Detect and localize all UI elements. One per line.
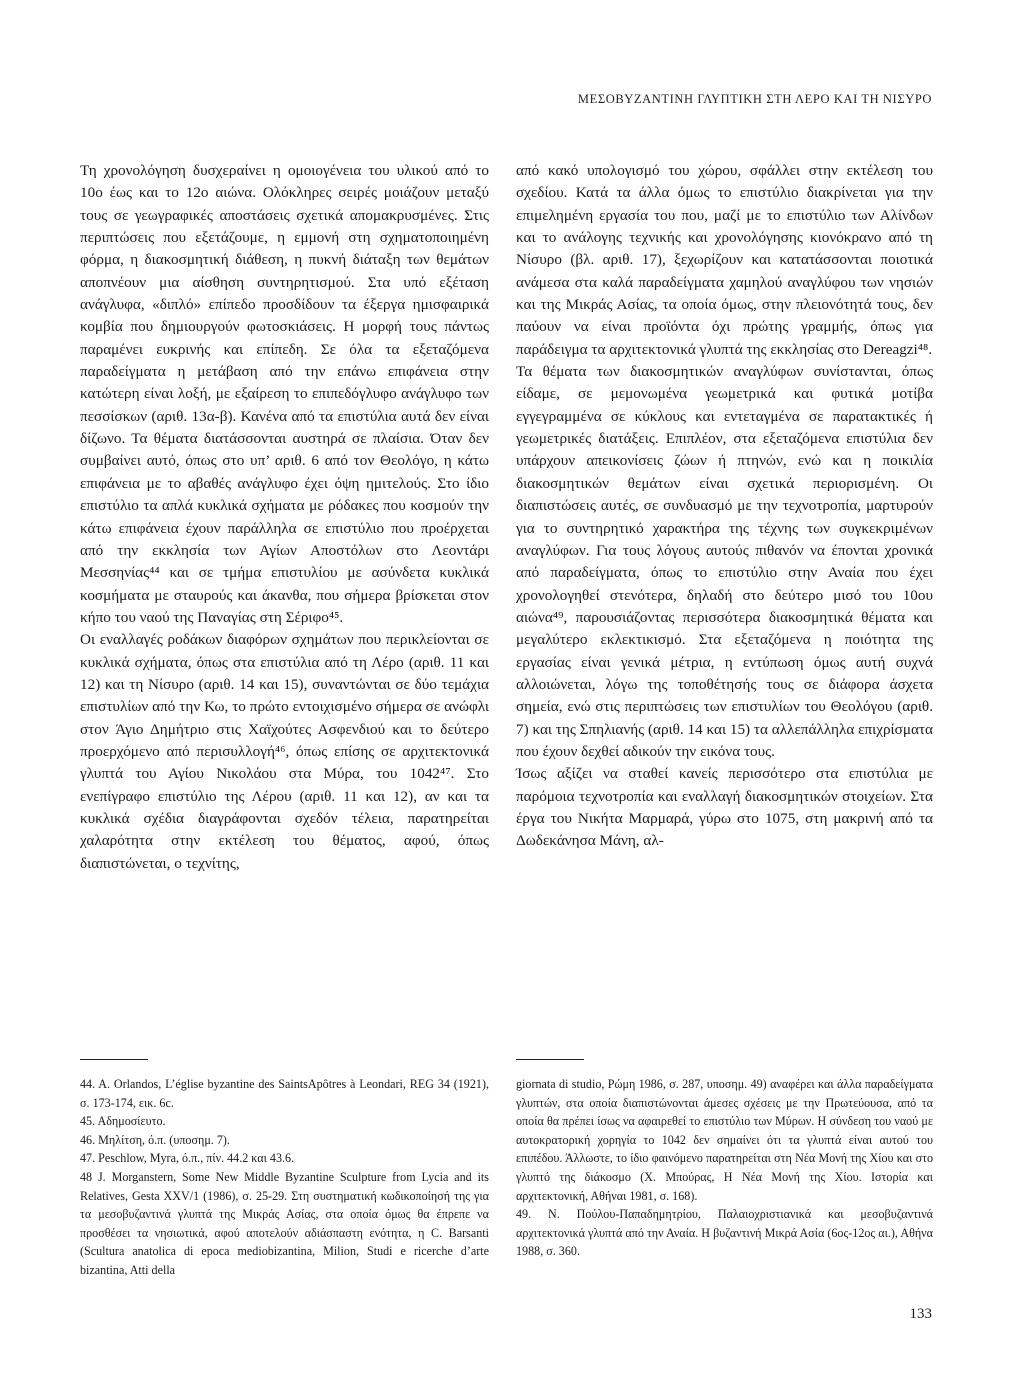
footnote-divider [80,1059,148,1060]
footnote: 44. A. Orlandos, L’église byzantine des SaintsApôtres à Leondari, REG 34 (1921), σ. 173-174, εικ. 6c. [80,1077,489,1110]
paragraph: Ίσως αξίζει να σταθεί κανείς περισσότερο στα επιστύλια με παρόμοια τεχνοτροπία και εναλλαγή διακοσμητικών στοιχείων. Στα έργα του Νικήτα Μαρμαρά, γύρω στο 1075, στη μακρινή από τα Δωδεκάνησα Μάνη, αλ- [516,765,933,850]
footnote: 48 J. Morganstern, Some New Middle Byzantine Sculpture from Lycia and its Relatives, Gesta XXV/1 (1986), σ. 25-29. Στη συστηματική κωδικοποίησή της για τα μεσοβυζαντινά γλυπτά της Μικράς Ασίας, στα οποία όμως θα έπρεπε να προσθέσει τα νησιωτικά, αφού αποτελούν αδιάσπαστη ενότητα, η C. Barsanti (Scultura anatolica di epoca mediobizantina, Milion, Studi e ricerche d’arte bizantina, Atti della [80,1169,489,1277]
paragraph: Τα θέματα των διακοσμητικών αναγλύφων συνίστανται, όπως είδαμε, σε μεμονωμένα γεωμετρικά και φυτικά μοτίβα εγγεγραμμένα σε κύκλους και εντεταγμένα σε παρατακτικές ή γεωμετρικές διατάξεις. Επιπλέον, στα εξεταζόμενα επιστύλια δεν υπάρχουν απεικονίσεις ζώων ή πτηνών, ενώ και η ποικιλία διακοσμητικών θεμάτων είναι σχετικά περιορισμένη. Οι διαπιστώσεις αυτές, σε συνδυασμό με την τεχνοτροπία, μαρτυρούν για το συντηρητικό χαρακτήρα της τέχνης των συγκεκριμένων αναγλύφων. Για τους λόγους αυτούς πιθανόν να έπονται χρονικά από παραδείγματα, όπως το επιστύλιο στην Αναία που έχει χρονολογηθεί στενότερα, δηλαδή στο δεύτερο μισό του 10ου αιώνα⁴⁹, παρουσιάζοντας περισσότερα διακοσμητικά θέματα και μεγαλύτερο εκλεκτικισμό. Στα εξεταζόμενα η ποιότητα της εργασίας είναι γενικά μέτρια, η εντύπωση όμως αυτή συχνά αλλοιώνεται, λόγω της τοποθέτησής τους σε διάφορα άσχετα σημεία, ενώ στις περιπτώσεις των επιστυλίων του Θεολόγου (αριθ. 7) και της Σπηλιανής (αριθ. 14 και 15) τα αλλεπάλληλα επιχρίσματα που έχουν δεχθεί αδικούν την εικόνα τους. [516,363,933,760]
paragraph: Οι εναλλαγές ροδάκων διαφόρων σχημάτων που περικλείονται σε κυκλικά σχήματα, όπως στα επιστύλια από τη Λέρο (αριθ. 11 και 12) και τη Νίσυρο (αριθ. 14 και 15), συναντώνται σε δύο τεμάχια επιστυλίων από την Κω, το πρώτο εντοιχισμένο σήμερα σε ανώφλι στον Άγιο Δημήτριο στις Χαϊχούτες Ασφενδιού και το δεύτερο προερχόμενο από περισυλλογή⁴⁶, όπως επίσης σε αρχιτεκτονικά γλυπτά του Αγίου Νικολάου στα Μύρα, του 1042⁴⁷. Στο ενεπίγραφο επιστύλιο της Λέρου (αριθ. 11 και 12), αν και τα κυκλικά σχέδια διαγράφονται σχεδόν τέλεια, παρατηρείται χαλαρότητα στην εκτέλεση του θέματος, αφού, όπως διαπιστώνεται, ο τεχνίτης, [80,631,489,872]
running-head: ΜΕΣΟΒΥΖΑΝΤΙΝΗ ΓΛΥΠΤΙΚΗ ΣΤΗ ΛΕΡΟ ΚΑΙ ΤΗ ΝΙΣΥΡΟ [577,92,932,106]
footnote: 49. Ν. Πούλου-Παπαδημητρίου, Παλαιοχριστιανικά και μεσοβυζαντινά αρχιτεκτονικά γλυπτά από την Αναία. Η βυζαντινή Μικρά Ασία (6ος-12ος αι.), Αθήνα 1988, σ. 360. [516,1207,933,1259]
footnotes-left [80,1075,489,1280]
page-number: 133 [909,1306,932,1322]
footnote: 47. Peschlow, Myra, ό.π., πίν. 44.2 και 43.6. [80,1151,295,1166]
footnotes-right [516,1075,933,1261]
footnote-divider [516,1059,584,1060]
footnote: giornata di studio, Ρώμη 1986, σ. 287, υποσημ. 49) αναφέρει και άλλα παραδείγματα γλυπτών, στα οποία διαπιστώνονται άμεσες σχέσεις με την Πρωτεύουσα, από τα οποία θα πρέπει ίσως να αφαιρεθεί το επιστύλιο των Μύρων. Η σύνδεση του ναού με αυτοκρατορική χορηγία το 1042 δεν σημαίνει ότι τα γλυπτά είναι αυτού του επιπέδου. Άλλωστε, το ίδιο φαινόμενο παρατηρείται στη Νέα Μονή της Χίου και στο γλυπτό της διάκοσμο (Χ. Μπούρας, Η Νέα Μονή της Χίου. Ιστορία και αρχιτεκτονική, Αθήναι 1981, σ. 168). [516,1077,933,1203]
paragraph: από κακό υπολογισμό του χώρου, σφάλλει στην εκτέλεση του σχεδίου. Κατά τα άλλα όμως το επιστύλιο διακρίνεται για την επιμελημένη εργασία του που, μαζί με το επιστύλιο των Αλίνδων και το ανάλογης τεχνικής και χρονολόγησης κιονόκρανο από τη Νίσυρο (βλ. αριθ. 17), ξεχωρίζουν και κατατάσσονται ποιοτικά ανάμεσα στα καλά παραδείγματα χαμηλού αναγλύφου των νησιών και της Μικράς Ασίας, τα οποία όμως, στην πλειονότητά τους, δεν παύουν να είναι προϊόντα όχι πρώτης γραμμής, όπως για παράδειγμα τα αρχιτεκτονικά γλυπτά της εκκλησίας στο Dereagzi⁴⁸. [516,162,933,358]
footnote: 45. Αδημοσίευτο. [80,1114,166,1129]
footnote: 46. Μηλίτση, ό.π. (υποσημ. 7). [80,1132,230,1147]
paragraph: Τη χρονολόγηση δυσχεραίνει η ομοιογένεια του υλικού από το 10ο έως και το 12ο αιώνα. Ολόκληρες σειρές μοιάζουν μεταξύ τους σε γεωγραφικές αποστάσεις σχετικά απομακρυσμένες. Στις περιπτώσεις που εξετάζουμε, η εμμονή στη σχηματοποιημένη φόρμα, η διακοσμητική διάθεση, η πυκνή διάταξη των θεμάτων αποπνέουν μια αίσθηση συντηρητισμού. Στα υπό εξέταση ανάγλυφα, «διπλό» επίπεδο προσδίδουν τα έξεργα ημισφαιρικά κομβία που δημιουργούν φωτοσκιάσεις. Η μορφή τους πάντως παραμένει ευκρινής και επίπεδη. Σε όλα τα εξεταζόμενα παραδείγματα η μετάβαση από την επάνω επιφάνεια στην κατώτερη είναι λοξή, με εξαίρεση το επιπεδόγλυφο ανάγλυφο των πεσσίσκων (αριθ. 13α-β). Κανένα από τα επιστύλια αυτά δεν είναι δίζωνο. Τα θέματα διατάσσονται αυστηρά σε πλαίσια. Όταν δεν συμβαίνει αυτό, όπως στο υπ’ αριθ. 6 από τον Θεολόγο, η κάτω επιφάνεια με το αβαθές ανάγλυφο έχει όψη ημιτελούς. Στο ίδιο επιστύλιο τα απλά κυκλικά σχήματα με ρόδακες που κοσμούν την κάτω επιφάνεια έχουν παράλληλα σε επιστύλιο που προέρχεται από την εκκλησία των Αγίων Αποστόλων στο Λεοντάρι Μεσσηνίας⁴⁴ και σε τμήμα επιστυλίου με ασύνδετα κυκλικά κοσμήματα με σταυρούς και άκανθα, που σήμερα βρίσκεται στον κήπο του ναού της Παναγίας στη Σέριφο⁴⁵. [80,162,489,626]
right-column [516,160,933,853]
left-column [80,160,489,875]
